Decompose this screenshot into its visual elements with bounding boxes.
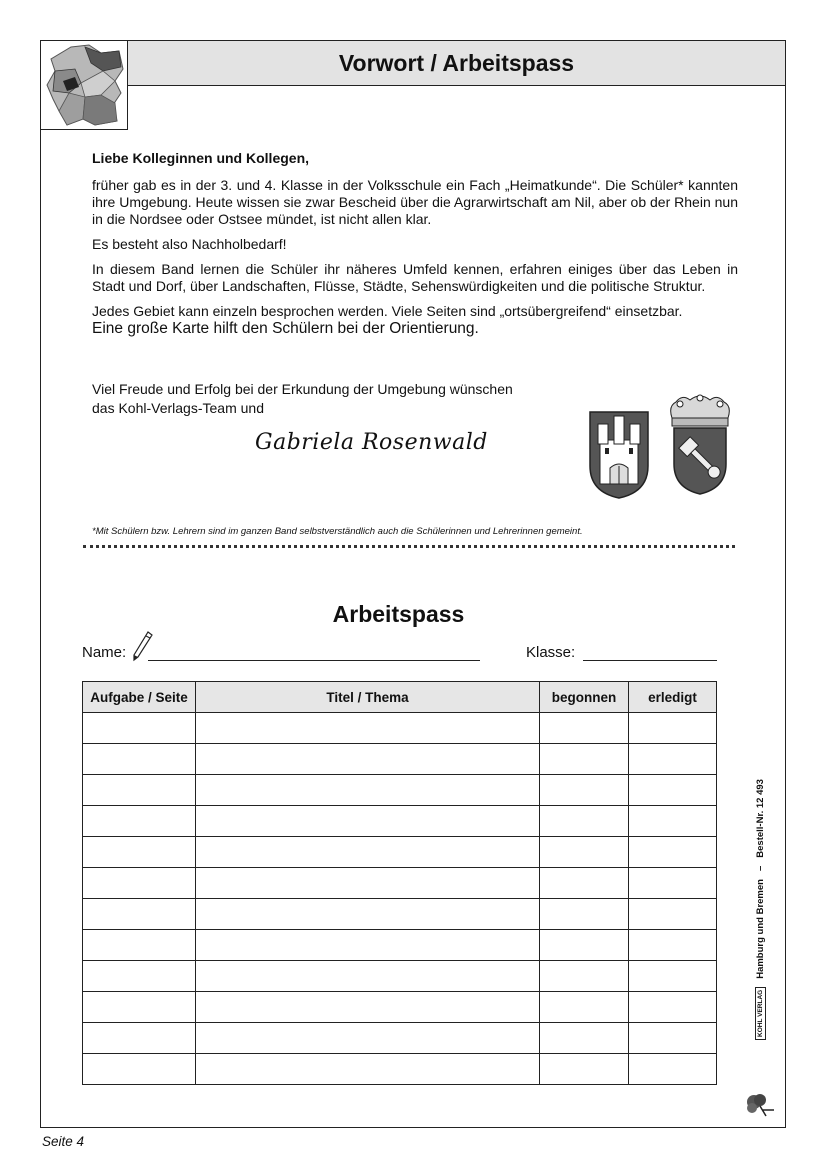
table-cell[interactable] (629, 961, 717, 992)
table-cell[interactable] (629, 868, 717, 899)
table-cell[interactable] (196, 713, 540, 744)
table-row (83, 961, 717, 992)
table-row (83, 806, 717, 837)
table-cell[interactable] (540, 1054, 629, 1085)
table-cell[interactable] (196, 930, 540, 961)
table-cell[interactable] (540, 806, 629, 837)
closing-line: Viel Freude und Erfolg bei der Erkundung der Umgebung wünschen (92, 381, 513, 397)
table-cell[interactable] (196, 744, 540, 775)
worksheet-title: Arbeitspass (332, 601, 465, 627)
separator: – (754, 865, 766, 872)
table-cell[interactable] (196, 961, 540, 992)
table-cell[interactable] (540, 837, 629, 868)
table-cell[interactable] (540, 961, 629, 992)
table-cell[interactable] (196, 837, 540, 868)
table-header-row (83, 682, 717, 713)
table-cell[interactable] (196, 1054, 540, 1085)
table-cell[interactable] (540, 744, 629, 775)
table-cell[interactable] (83, 713, 196, 744)
side-imprint (750, 779, 770, 1040)
table-cell[interactable] (629, 1023, 717, 1054)
page-number: Seite 4 (42, 1134, 85, 1149)
table-cell[interactable] (83, 992, 196, 1023)
table-cell[interactable] (83, 930, 196, 961)
table-row (83, 868, 717, 899)
table-cell[interactable] (83, 868, 196, 899)
germany-map-icon (40, 40, 128, 130)
table-cell[interactable] (629, 837, 717, 868)
table-cell[interactable] (629, 775, 717, 806)
order-number: Bestell-Nr. 12 493 (754, 779, 766, 858)
table-row (83, 1023, 717, 1054)
table-cell[interactable] (540, 930, 629, 961)
table-cell[interactable] (196, 806, 540, 837)
greeting: Liebe Kolleginnen und Kollegen, (92, 150, 310, 166)
table-row (83, 899, 717, 930)
signature: Gabriela Rosenwald (255, 430, 488, 455)
table-cell[interactable] (196, 1023, 540, 1054)
table-row (83, 744, 717, 775)
table-cell[interactable] (83, 1054, 196, 1085)
closing-line: das Kohl-Verlags-Team und (92, 400, 264, 416)
bremen-coat-of-arms-icon (664, 392, 736, 501)
table-cell[interactable] (83, 806, 196, 837)
table-cell[interactable] (629, 992, 717, 1023)
table-row (83, 775, 717, 806)
table-cell[interactable] (540, 775, 629, 806)
column-header: begonnen (540, 682, 629, 713)
table-cell[interactable] (629, 713, 717, 744)
table-cell[interactable] (196, 868, 540, 899)
foreword-text (92, 150, 738, 345)
work-pass-table (82, 681, 717, 1085)
publisher-badge: KOHL VERLAG (755, 987, 766, 1040)
class-field[interactable] (583, 660, 717, 661)
class-label: Klasse: (526, 644, 576, 661)
table-cell[interactable] (83, 899, 196, 930)
table-cell[interactable] (540, 868, 629, 899)
table-cell[interactable] (540, 992, 629, 1023)
pencil-icon (132, 630, 154, 662)
table-cell[interactable] (629, 1054, 717, 1085)
table-body (83, 713, 717, 1085)
table-cell[interactable] (540, 899, 629, 930)
table-cell[interactable] (196, 899, 540, 930)
name-label: Name: (82, 644, 127, 661)
name-field[interactable] (148, 660, 480, 661)
table-cell[interactable] (629, 899, 717, 930)
table-cell[interactable] (629, 744, 717, 775)
paragraph: Eine große Karte hilft den Schülern bei der Orientierung. (92, 320, 479, 337)
table-cell[interactable] (196, 775, 540, 806)
page-title: Vorwort / Arbeitspass (127, 40, 786, 86)
table-cell[interactable] (83, 775, 196, 806)
closing (92, 380, 572, 418)
table-cell[interactable] (196, 992, 540, 1023)
tree-logo-icon (744, 1092, 778, 1118)
paragraph: früher gab es in der 3. und 4. Klasse in der Volksschule ein Fach „Heimatkunde“. Die Schüler* kannten ihre Umgebung. Heute wissen sie zwar Bescheid über die Agrarwirtschaft am Nil, aber ob der Rhein nun in die Nordsee oder Ostsee mündet, ist nicht allen klar. (92, 177, 738, 227)
footnote: *Mit Schülern bzw. Lehrern sind im ganzen Band selbstverständlich auch die Schülerinnen und Lehrerinnen gemeint. (92, 526, 583, 537)
table-row (83, 837, 717, 868)
table-row (83, 713, 717, 744)
table-cell[interactable] (540, 713, 629, 744)
table-cell[interactable] (83, 961, 196, 992)
book-title: Hamburg und Bremen (754, 879, 766, 979)
hamburg-coat-of-arms-icon (588, 410, 650, 505)
table-cell[interactable] (83, 837, 196, 868)
table-cell[interactable] (629, 930, 717, 961)
paragraph: In diesem Band lernen die Schüler ihr näheres Umfeld kennen, erfahren einiges über das Leben in Stadt und Dorf, über Landschaften, Flüsse, Städte, Sehenswürdigkeiten und die politische Struktur. (92, 261, 738, 294)
table-cell[interactable] (540, 1023, 629, 1054)
column-header: erledigt (629, 682, 717, 713)
table-row (83, 930, 717, 961)
column-header: Titel / Thema (196, 682, 540, 713)
paragraph: Jedes Gebiet kann einzeln besprochen werden. Viele Seiten sind „ortsübergreifend“ einsetzbar. (92, 303, 683, 319)
cut-line (83, 545, 735, 548)
column-header: Aufgabe / Seite (83, 682, 196, 713)
paragraph: Es besteht also Nachholbedarf! (92, 236, 287, 252)
table-cell[interactable] (629, 806, 717, 837)
table-cell[interactable] (83, 1023, 196, 1054)
table-row (83, 992, 717, 1023)
table-cell[interactable] (83, 744, 196, 775)
table-row (83, 1054, 717, 1085)
